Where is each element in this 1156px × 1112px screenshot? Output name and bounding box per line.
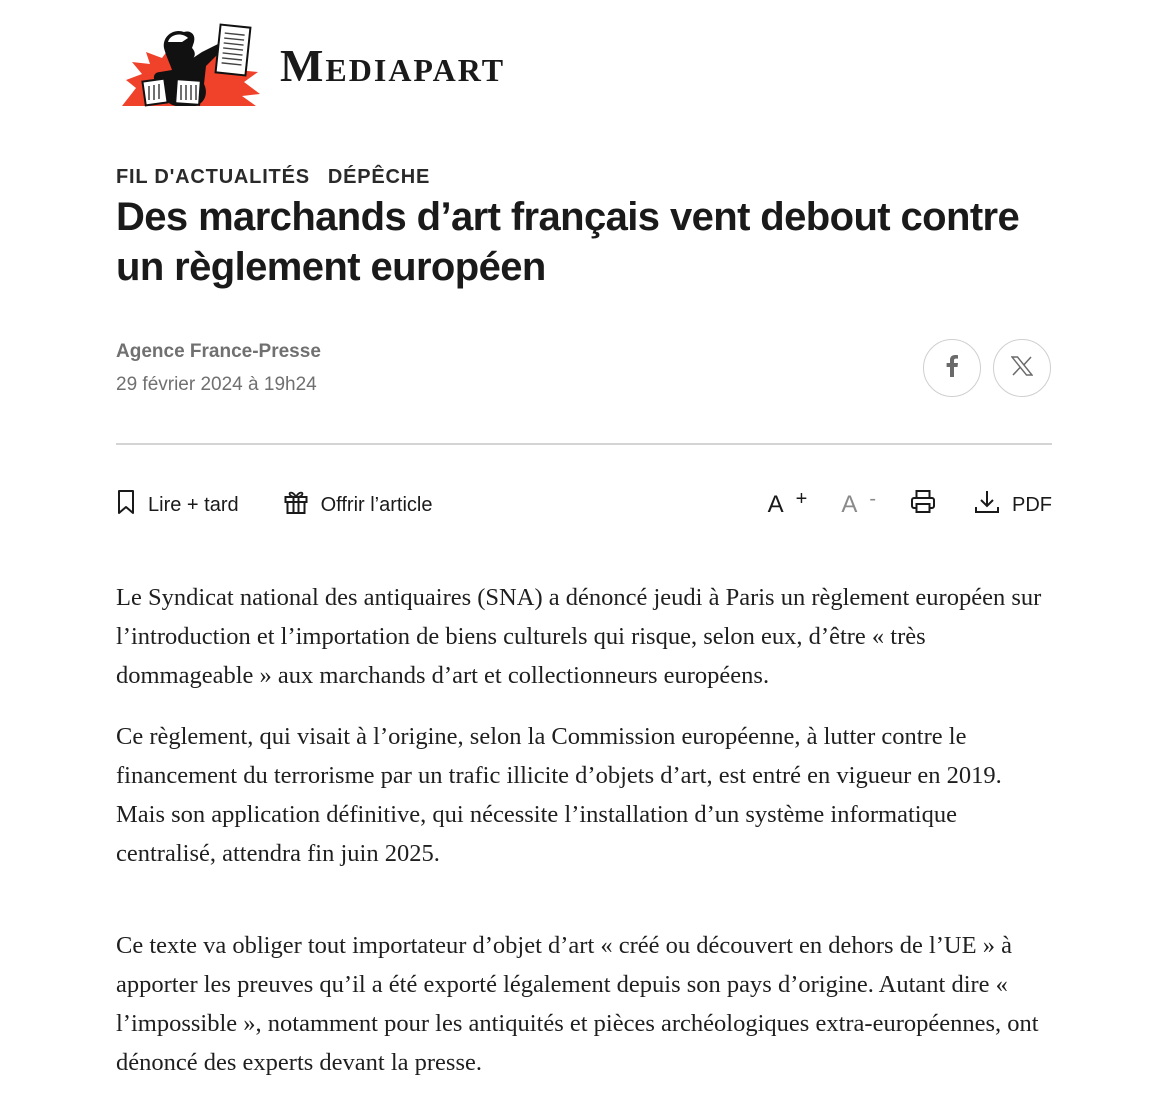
- font-increase-icon: A: [767, 491, 784, 518]
- gift-icon: [283, 489, 309, 521]
- pdf-label: PDF: [1012, 493, 1052, 516]
- article-paragraph: Le Syndicat national des antiquaires (SNA) a dénoncé jeudi à Paris un règlement européen sur l’introduction et l’importation de biens culturels qui risque, selon eux, d’être « très dommageable » aux marchands d’art et collectionneurs européens.: [116, 584, 1042, 689]
- font-increase-button[interactable]: A +: [767, 488, 808, 518]
- article-author: Agence France-Presse: [116, 341, 321, 362]
- section-link[interactable]: FIL D'ACTUALITÉS: [116, 166, 310, 188]
- brand-wordmark: Mediapart: [280, 39, 506, 91]
- article-type-label: DÉPÊCHE: [327, 166, 431, 188]
- header-divider: [116, 443, 1052, 445]
- share-buttons: [923, 339, 1051, 397]
- reading-tools: [768, 489, 1052, 521]
- newspaper-seller-logo-icon: [122, 22, 262, 108]
- font-decrease-button[interactable]: A -: [841, 488, 876, 518]
- article-title: Des marchands d’art français vent debout contre un règlement européen: [116, 195, 1020, 289]
- read-later-label: Lire + tard: [148, 493, 239, 516]
- share-facebook-button[interactable]: [923, 339, 981, 397]
- article-paragraph: Ce règlement, qui visait à l’origine, selon la Commission européenne, à lutter contre le financement du terrorisme par un trafic illicite d’objets d’art, est entré en vigueur en 2019. Mais son application définitive, qui nécessite l’installation d’un système informatique centralisé, attendra fin juin 2025.: [116, 723, 1002, 867]
- article-toolbar: [116, 486, 1052, 524]
- read-later-button[interactable]: [116, 489, 239, 521]
- byline: [116, 339, 321, 398]
- article-kicker: [116, 166, 430, 189]
- gift-article-label: Offrir l’article: [320, 493, 433, 516]
- gift-article-button[interactable]: [283, 489, 433, 521]
- print-button[interactable]: [910, 489, 936, 521]
- printer-icon: [910, 489, 936, 521]
- article-date: 29 février 2024 à 19h24: [116, 374, 317, 395]
- download-icon: [974, 489, 1000, 521]
- share-x-button[interactable]: [993, 339, 1051, 397]
- bookmark-icon: [116, 489, 136, 521]
- facebook-icon: [945, 355, 959, 382]
- mediapart-logo[interactable]: [122, 22, 592, 108]
- x-twitter-icon: [1011, 356, 1033, 381]
- article-paragraph: Ce texte va obliger tout importateur d’objet d’art « créé ou découvert en dehors de l’UE » à apporter les preuves qu’il a été exporté légalement depuis son pays d’origine. Autant dire « l’impossible », notamment pour les antiquités et pièces archéologiques extra-européennes, ont dénoncé des experts devant la presse.: [116, 932, 1039, 1076]
- pdf-download-button[interactable]: [974, 489, 1052, 521]
- font-decrease-icon: A: [841, 491, 858, 518]
- article-body: [116, 578, 1056, 1104]
